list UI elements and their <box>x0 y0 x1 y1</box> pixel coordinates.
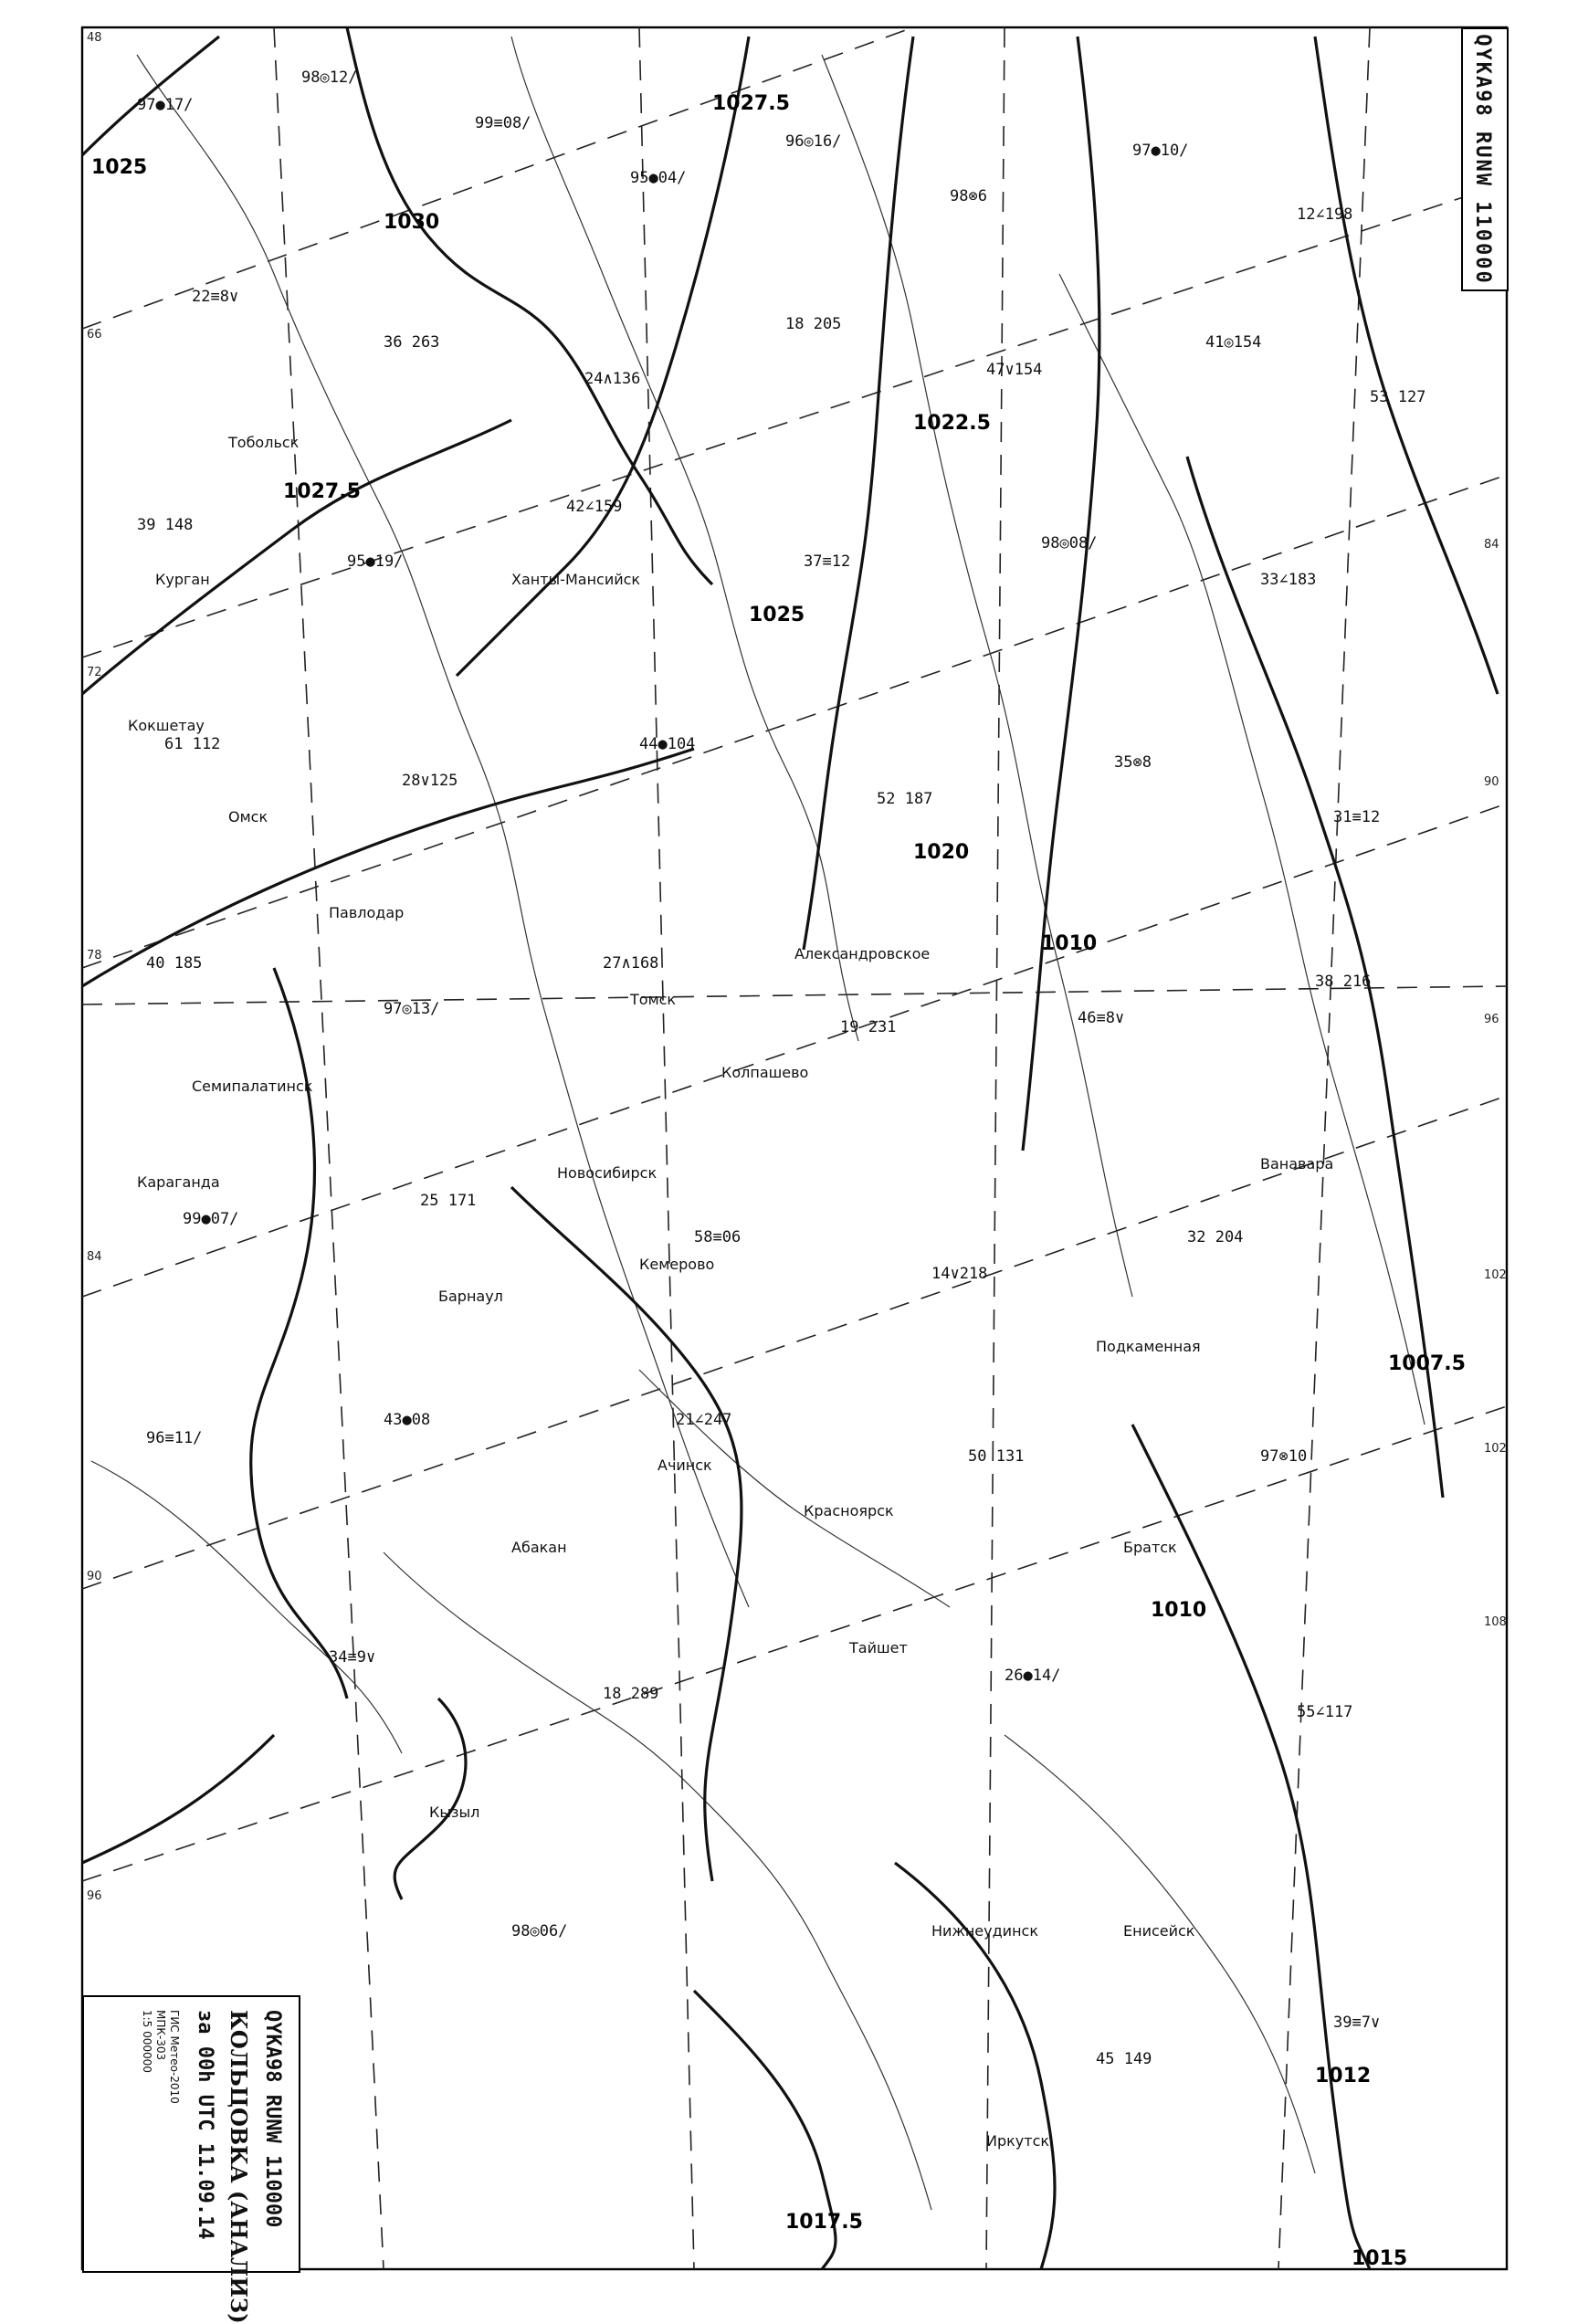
station-plot: 40 185 <box>146 954 203 973</box>
station-plot: 26●14/ <box>1005 1667 1061 1685</box>
city-label: Кемерово <box>639 1256 715 1273</box>
isobar-label: 1025 <box>91 156 148 179</box>
station-plot: 27∧168 <box>603 954 659 973</box>
city-label: Кокшетау <box>128 717 205 734</box>
city-label: Ханты-Мансийск <box>511 571 641 588</box>
station-plot: 95●04/ <box>630 169 687 187</box>
isobar-label: 1010 <box>1041 932 1098 955</box>
station-plot: 53 127 <box>1370 388 1426 406</box>
station-plot: 97◎13/ <box>384 1000 440 1018</box>
city-label: Подкаменная <box>1096 1338 1201 1355</box>
isobar-label: 1012 <box>1315 2065 1372 2087</box>
city-label: Омск <box>228 808 268 825</box>
station-plot: 12∠198 <box>1297 205 1353 224</box>
geography-lines <box>91 37 1425 2210</box>
station-plot: 42∠159 <box>566 498 623 516</box>
station-plot: 33∠183 <box>1260 571 1317 589</box>
station-plot: 97●17/ <box>137 96 194 114</box>
station-plot: 25 171 <box>420 1192 477 1210</box>
city-label: Красноярск <box>804 1502 894 1520</box>
isobar-label: 1017.5 <box>785 2211 863 2234</box>
city-label: Абакан <box>511 1539 567 1556</box>
title-date: за 00h UTC 11.09.14 <box>194 2010 216 2240</box>
station-plot: 43●08 <box>384 1411 431 1429</box>
map-header-code <box>1461 27 1509 291</box>
edge-tick: 84 <box>1484 538 1499 552</box>
edge-tick: 102 <box>1484 1268 1507 1282</box>
station-plot: 47∨154 <box>986 361 1043 379</box>
station-plot: 99●07/ <box>183 1210 239 1228</box>
isobar-label: 1010 <box>1151 1599 1207 1622</box>
title-block-content <box>82 1997 297 2324</box>
city-label: Семипалатинск <box>192 1078 313 1095</box>
station-plot: 50 131 <box>968 1447 1025 1466</box>
edge-tick: 78 <box>87 949 102 962</box>
station-plot: 39≡7∨ <box>1333 2014 1381 2032</box>
city-label: Караганда <box>137 1173 220 1191</box>
station-plot: 37≡12 <box>804 552 851 571</box>
edge-tick: 108 <box>1484 1615 1507 1629</box>
city-label: Иркутск <box>986 2132 1050 2150</box>
city-label: Барнаул <box>438 1288 503 1305</box>
credit-line: МПК-303 <box>154 2010 167 2061</box>
map-title-block <box>82 1995 300 2324</box>
station-plot: 31≡12 <box>1333 808 1381 826</box>
edge-tick: 96 <box>87 1889 102 1903</box>
map-frame <box>82 27 1507 2324</box>
city-label: Енисейск <box>1123 1922 1195 1940</box>
edge-tick: 66 <box>87 328 102 342</box>
city-labels <box>128 434 1333 2150</box>
isobar-label: 1025 <box>749 604 805 626</box>
station-plot: 96◎16/ <box>785 132 842 151</box>
isobar-labels <box>91 92 1466 2324</box>
city-label: Нижнеудинск <box>931 1922 1038 1940</box>
station-plot: 98◎06/ <box>511 1922 568 1940</box>
station-plot: 58≡06 <box>694 1228 742 1246</box>
station-plot: 97●10/ <box>1132 142 1189 160</box>
isobar-label: 1030 <box>384 211 440 234</box>
station-plot: 98◎12/ <box>301 68 358 87</box>
station-plot: 38 216 <box>1315 973 1372 991</box>
city-label: Новосибирск <box>557 1164 658 1182</box>
station-plot: 98◎08/ <box>1041 534 1098 552</box>
station-plot: 34≡9∨ <box>329 1648 376 1667</box>
isobar-label: 1027.5 <box>283 480 361 503</box>
city-label: Курган <box>155 571 210 588</box>
station-plot: 14∨218 <box>931 1265 988 1283</box>
station-plot: 97⊗10 <box>1260 1447 1308 1466</box>
edge-tick: 90 <box>87 1570 102 1583</box>
credit-line: ГИС Метео-2010 <box>168 2010 181 2104</box>
station-plot: 98⊗6 <box>950 187 987 205</box>
edge-ticks <box>87 31 1507 1903</box>
station-plot: 41◎154 <box>1205 333 1262 352</box>
edge-tick: 90 <box>1484 775 1499 789</box>
station-plot: 36 263 <box>384 333 440 352</box>
station-plot: 96≡11/ <box>146 1429 203 1447</box>
station-plot: 19 231 <box>840 1018 897 1036</box>
city-label: Александровское <box>794 945 931 962</box>
isobars <box>82 27 1498 2324</box>
station-plot: 32 204 <box>1187 1228 1244 1246</box>
credit-line: 1:5 000000 <box>141 2010 153 2073</box>
isobar-label: 1020 <box>913 841 970 864</box>
title-credits <box>140 2010 181 2258</box>
station-plot: 55∠117 <box>1297 1703 1353 1721</box>
station-plot: 45 149 <box>1096 2050 1152 2068</box>
station-plot: 99≡08/ <box>475 114 531 132</box>
isobar-label: 1015 <box>1352 2247 1408 2270</box>
title-code: QYKA98 RUNW 110000 <box>261 2010 284 2228</box>
isobar-label: 1027.5 <box>712 92 790 115</box>
station-plot: 95●19/ <box>347 552 404 571</box>
station-plot: 35⊗8 <box>1114 753 1152 772</box>
station-plot: 22≡8∨ <box>192 288 239 306</box>
title-name: КОЛЬЦОВКА (АНАЛИЗ) <box>226 2010 252 2324</box>
station-plot: 39 148 <box>137 516 194 534</box>
edge-tick: 48 <box>87 31 102 45</box>
station-plot: 61 112 <box>164 735 221 753</box>
station-plot: 52 187 <box>877 790 933 808</box>
city-label: Ачинск <box>658 1456 712 1474</box>
city-label: Павлодар <box>329 904 405 921</box>
header-code-text: QYKA98 RUNW 110000 <box>1471 34 1495 285</box>
edge-tick: 84 <box>87 1250 102 1264</box>
city-label: Томск <box>630 991 677 1008</box>
city-label: Тобольск <box>228 434 300 451</box>
isobar-label: 1007.5 <box>1388 1352 1466 1375</box>
station-plot: 44●104 <box>639 735 696 753</box>
station-plot: 24∧136 <box>584 370 641 388</box>
isobar-label: 1022.5 <box>913 412 991 435</box>
edge-tick: 102 <box>1484 1442 1507 1456</box>
edge-tick: 96 <box>1484 1013 1499 1026</box>
station-plot: 18 289 <box>603 1685 659 1703</box>
station-plot: 21∠247 <box>676 1411 732 1429</box>
graticule <box>82 27 1507 2324</box>
station-plot: 46≡8∨ <box>1078 1009 1125 1027</box>
station-plot: 28∨125 <box>402 772 458 790</box>
city-label: Колпашево <box>721 1064 809 1081</box>
city-label: Кызыл <box>429 1803 480 1821</box>
edge-tick: 72 <box>87 666 102 679</box>
city-label: Тайшет <box>849 1639 908 1656</box>
station-plot: 18 205 <box>785 315 842 333</box>
city-label: Ванавара <box>1260 1155 1334 1173</box>
city-label: Братск <box>1123 1539 1177 1556</box>
